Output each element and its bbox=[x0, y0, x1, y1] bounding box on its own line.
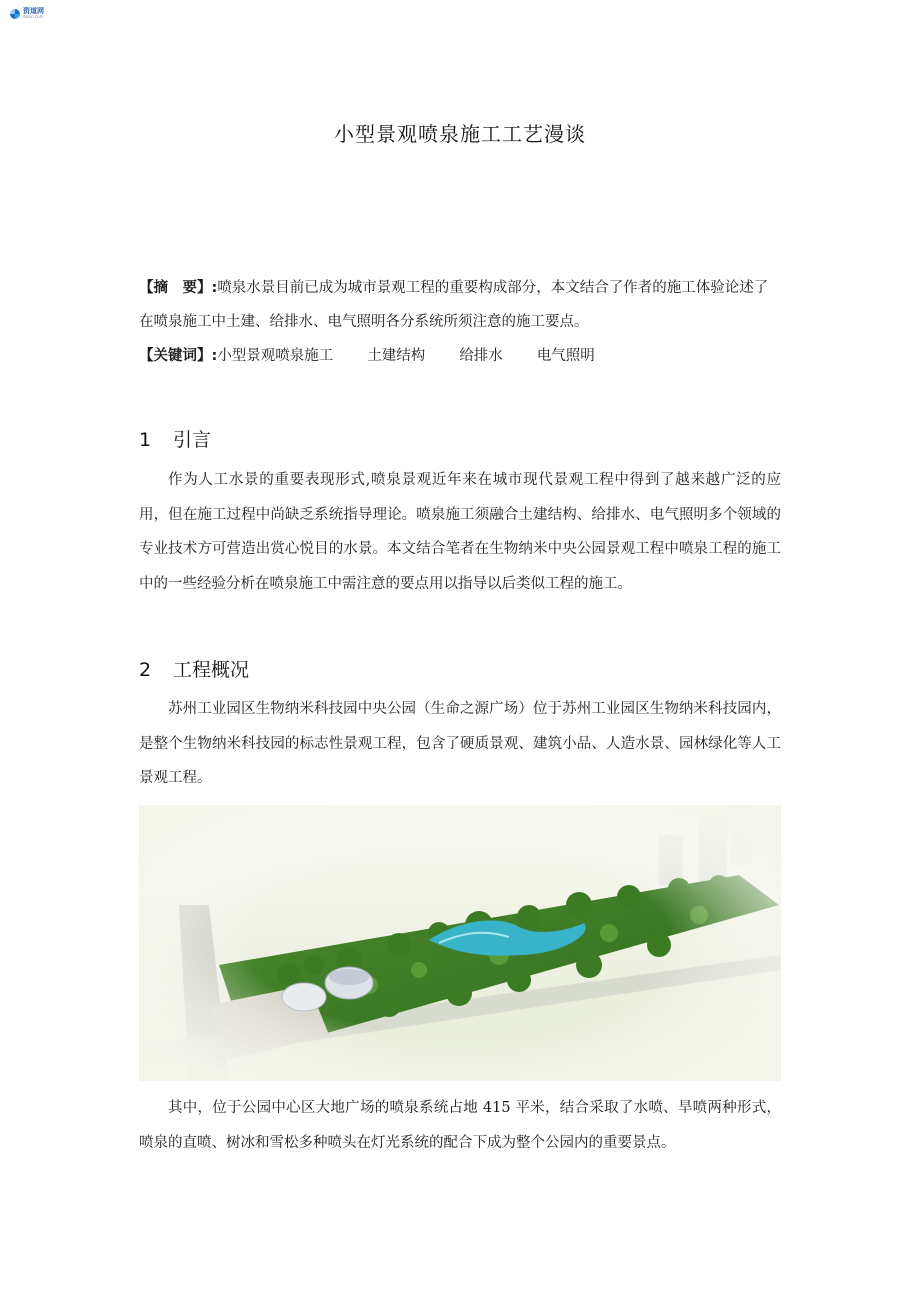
keyword: 给排水 bbox=[459, 348, 503, 364]
section-paragraph: 苏州工业园区生物纳米科技园中央公园（生命之源广场）位于苏州工业园区生物纳米科技园内，是整个生物纳米科技园的标志性景观工程，包含了硬质景观、建筑小品、人造水景、园林绿化等人工景观工程。 bbox=[139, 701, 781, 786]
section-title: 引言 bbox=[173, 429, 212, 451]
abstract-block bbox=[139, 271, 781, 373]
keyword: 小型景观喷泉施工 bbox=[217, 348, 334, 364]
section-title: 工程概况 bbox=[173, 659, 250, 681]
keyword: 电气照明 bbox=[536, 348, 595, 364]
section-paragraph: 作为人工水景的重要表现形式,喷泉景观近年来在城市现代景观工程中得到了越来越广泛的应用，但在施工过程中尚缺乏系统指导理论。喷泉施工须融合土建结构、给排水、电气照明多个领域的专业技术方可营造出赏心悦目的水景。本文结合笔者在生物纳米中央公园景观工程中喷泉工程的施工中的一些经验分析在喷泉施工中需注意的要点用以指导以后类似工程的施工。 bbox=[139, 472, 781, 592]
document-title: 小型景观喷泉施工工艺漫谈 bbox=[334, 122, 586, 146]
park-aerial-rendering bbox=[139, 805, 781, 1081]
keywords bbox=[139, 339, 781, 373]
park-illustration bbox=[139, 805, 781, 1081]
keywords-label: 【关键词】: bbox=[139, 348, 218, 364]
section-heading bbox=[139, 425, 211, 452]
logo-icon bbox=[10, 9, 20, 19]
keyword: 土建结构 bbox=[367, 348, 426, 364]
abstract-label: 【摘 要】: bbox=[139, 280, 218, 296]
section-heading bbox=[139, 655, 249, 682]
section-number: 1 bbox=[139, 429, 152, 451]
abstract bbox=[139, 271, 781, 339]
section-paragraph: 其中，位于公园中心区大地广场的喷泉系统占地 415 平米，结合采取了水喷、旱喷两种形式，喷泉的直喷、树冰和雪松多种喷头在灯光系统的配合下成为整个公园内的重要景点。 bbox=[139, 1100, 781, 1151]
abstract-text: 喷泉水景目前已成为城市景观工程的重要构成部分，本文结合了作者的施工体验论述了在喷泉施工中土建、给排水、电气照明各分系统所须注意的施工要点。 bbox=[139, 280, 769, 330]
logo-name: 资道网 bbox=[23, 7, 44, 15]
site-logo bbox=[10, 8, 44, 19]
section-number: 2 bbox=[139, 659, 152, 681]
logo-subtitle: docin.com bbox=[23, 14, 44, 19]
